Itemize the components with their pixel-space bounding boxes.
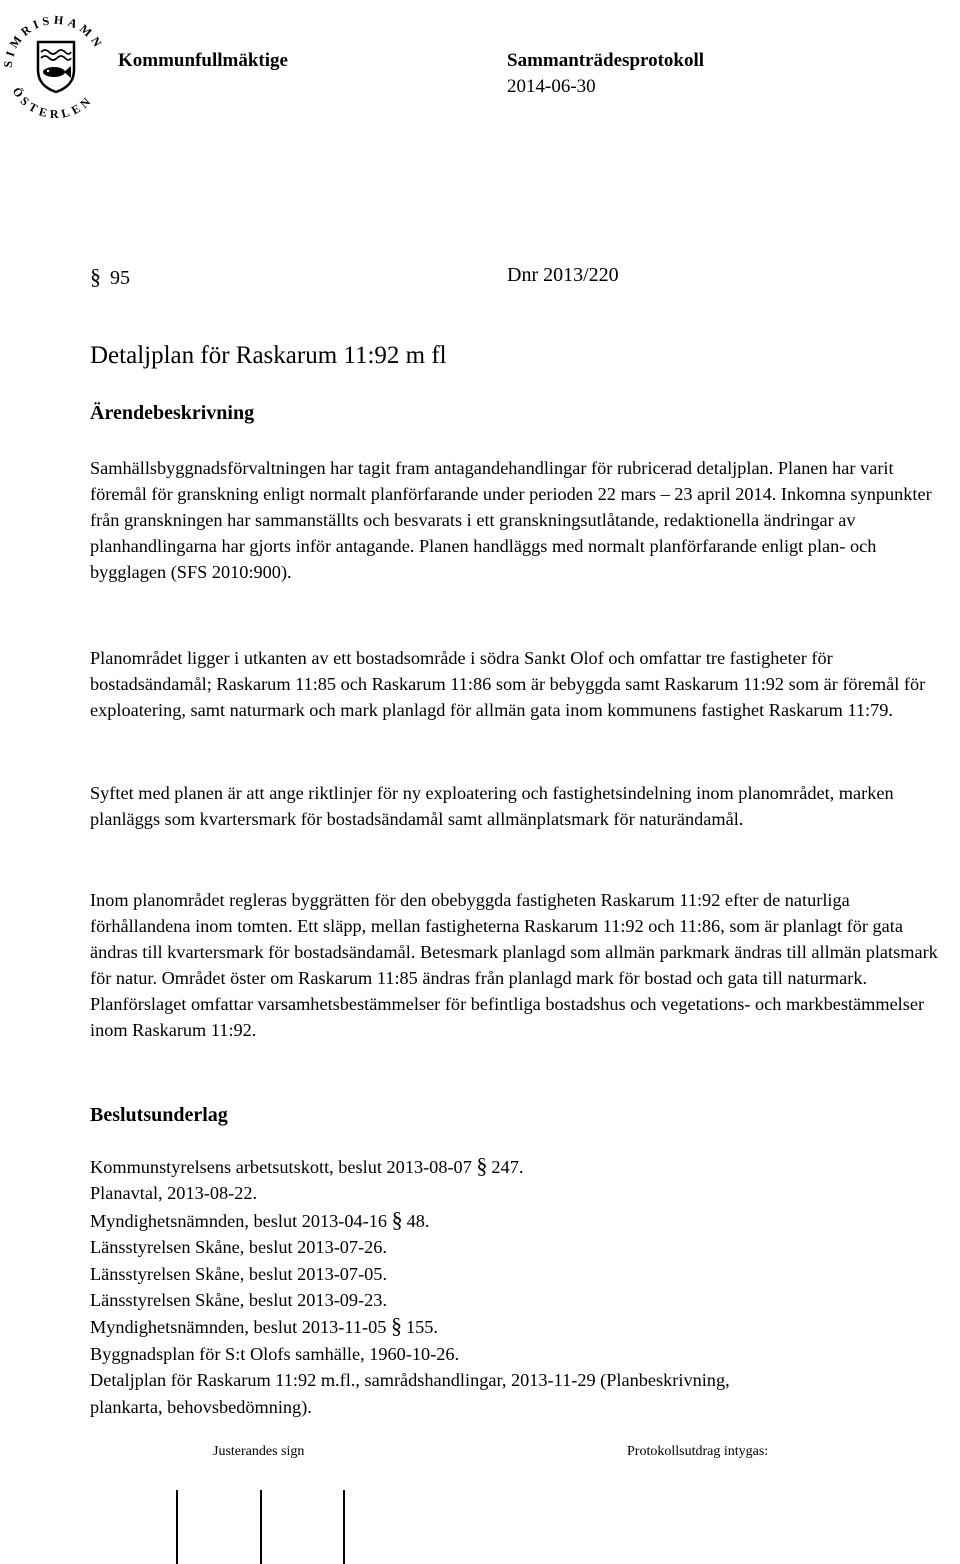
document-type: Sammanträdesprotokoll bbox=[507, 50, 705, 71]
municipality-logo bbox=[0, 0, 112, 122]
extract-certified-label: Protokollsutdrag intygas: bbox=[627, 1444, 769, 1459]
signature-line bbox=[343, 1490, 345, 1564]
description-heading: Ärendebeskrivning bbox=[90, 402, 255, 424]
description-paragraph-1: Samhällsbyggnadsförvaltningen har tagit fram antagandehandlingar för rubricerad detaljplan. Planen har varit föremål för granskning enligt normalt planförfarande under perioden 22 mars – 23 april 2014. Inkomna synpunkter från granskningen har sammanställts och besvarats i ett granskningsutlåtande, redaktionella ändringar av planhandlingarna har gjorts inför antagande. Planen handläggs med normalt planförfarande enligt plan- och bygglagen (SFS 2010:900). bbox=[90, 458, 932, 582]
section-symbol: § bbox=[90, 264, 101, 289]
description-paragraph-3: Syftet med planen är att ange riktlinjer för ny exploatering och fastighetsindelning inom planområdet, marken planläggs som kvartersmark för bostadsändamål samt allmänplatsmark för naturändamål. bbox=[90, 783, 894, 829]
description-paragraph-4: Inom planområdet regleras byggrätten för den obebyggda fastigheten Raskarum 11:92 efter de naturliga förhållandena inom tomten. Ett släpp, mellan fastigheterna Raskarum 11:92 och 11:86, som är planlagt för gata ändras till kvartersmark för bostadsändamål. Betesmark planlagd som allmän parkmark ändras till allmän platsmark för natur. Området öster om Raskarum 11:85 ändras från planlagd mark för bostad och gata till naturmark. Planförslaget omfattar varsamhetsbestämmelser för befintliga bostadshus och vegetations- och markbestämmelser inom Raskarum 11:92. bbox=[90, 890, 938, 1040]
basis-item: Länsstyrelsen Skåne, beslut 2013-09-23. bbox=[90, 1290, 388, 1311]
coat-of-arms-icon bbox=[0, 0, 112, 122]
logo-text-top: SIMRISHAMN bbox=[0, 12, 107, 69]
description-paragraph-2: Planområdet ligger i utkanten av ett bostadsområde i södra Sankt Olof och omfattar tre fastigheter för bostadsändamål; Raskarum 11:85 och Raskarum 11:86 som är bebyggda samt Raskarum 11:92 som är föremål för exploatering, samt naturmark och mark planlagd för allmän gata inom kommunens fastighet Raskarum 11:79. bbox=[90, 648, 926, 720]
basis-item: Myndighetsnämnden, beslut 2013-04-16 § 48. bbox=[90, 1206, 430, 1232]
signature-line bbox=[176, 1490, 178, 1564]
basis-item: plankarta, behovsbedömning). bbox=[90, 1396, 312, 1417]
signature-line bbox=[260, 1490, 262, 1564]
basis-item: Planavtal, 2013-08-22. bbox=[90, 1183, 258, 1204]
logo-text-bottom: ÖSTERLEN bbox=[9, 84, 97, 122]
basis-item: Myndighetsnämnden, beslut 2013-11-05 § 155. bbox=[90, 1313, 438, 1339]
section-number-line bbox=[90, 264, 130, 290]
organ-name: Kommunfullmäktige bbox=[118, 50, 288, 71]
meeting-date: 2014-06-30 bbox=[507, 76, 596, 97]
basis-list bbox=[90, 1153, 940, 1420]
basis-item: Detaljplan för Raskarum 11:92 m.fl., samrådshandlingar, 2013-11-29 (Planbeskrivning, bbox=[90, 1370, 730, 1391]
basis-heading: Beslutsunderlag bbox=[90, 1104, 228, 1126]
basis-item: Länsstyrelsen Skåne, beslut 2013-07-05. bbox=[90, 1263, 388, 1284]
section-number: 95 bbox=[110, 267, 130, 289]
case-dnr: Dnr 2013/220 bbox=[507, 264, 619, 286]
basis-item: Länsstyrelsen Skåne, beslut 2013-07-26. bbox=[90, 1237, 388, 1258]
basis-item: Kommunstyrelsens arbetsutskott, beslut 2013-08-07 § 247. bbox=[90, 1153, 524, 1178]
case-title: Detaljplan för Raskarum 11:92 m fl bbox=[90, 342, 447, 369]
adjusters-sign-label: Justerandes sign bbox=[213, 1444, 305, 1459]
basis-item: Byggnadsplan för S:t Olofs samhälle, 1960-10-26. bbox=[90, 1343, 460, 1364]
